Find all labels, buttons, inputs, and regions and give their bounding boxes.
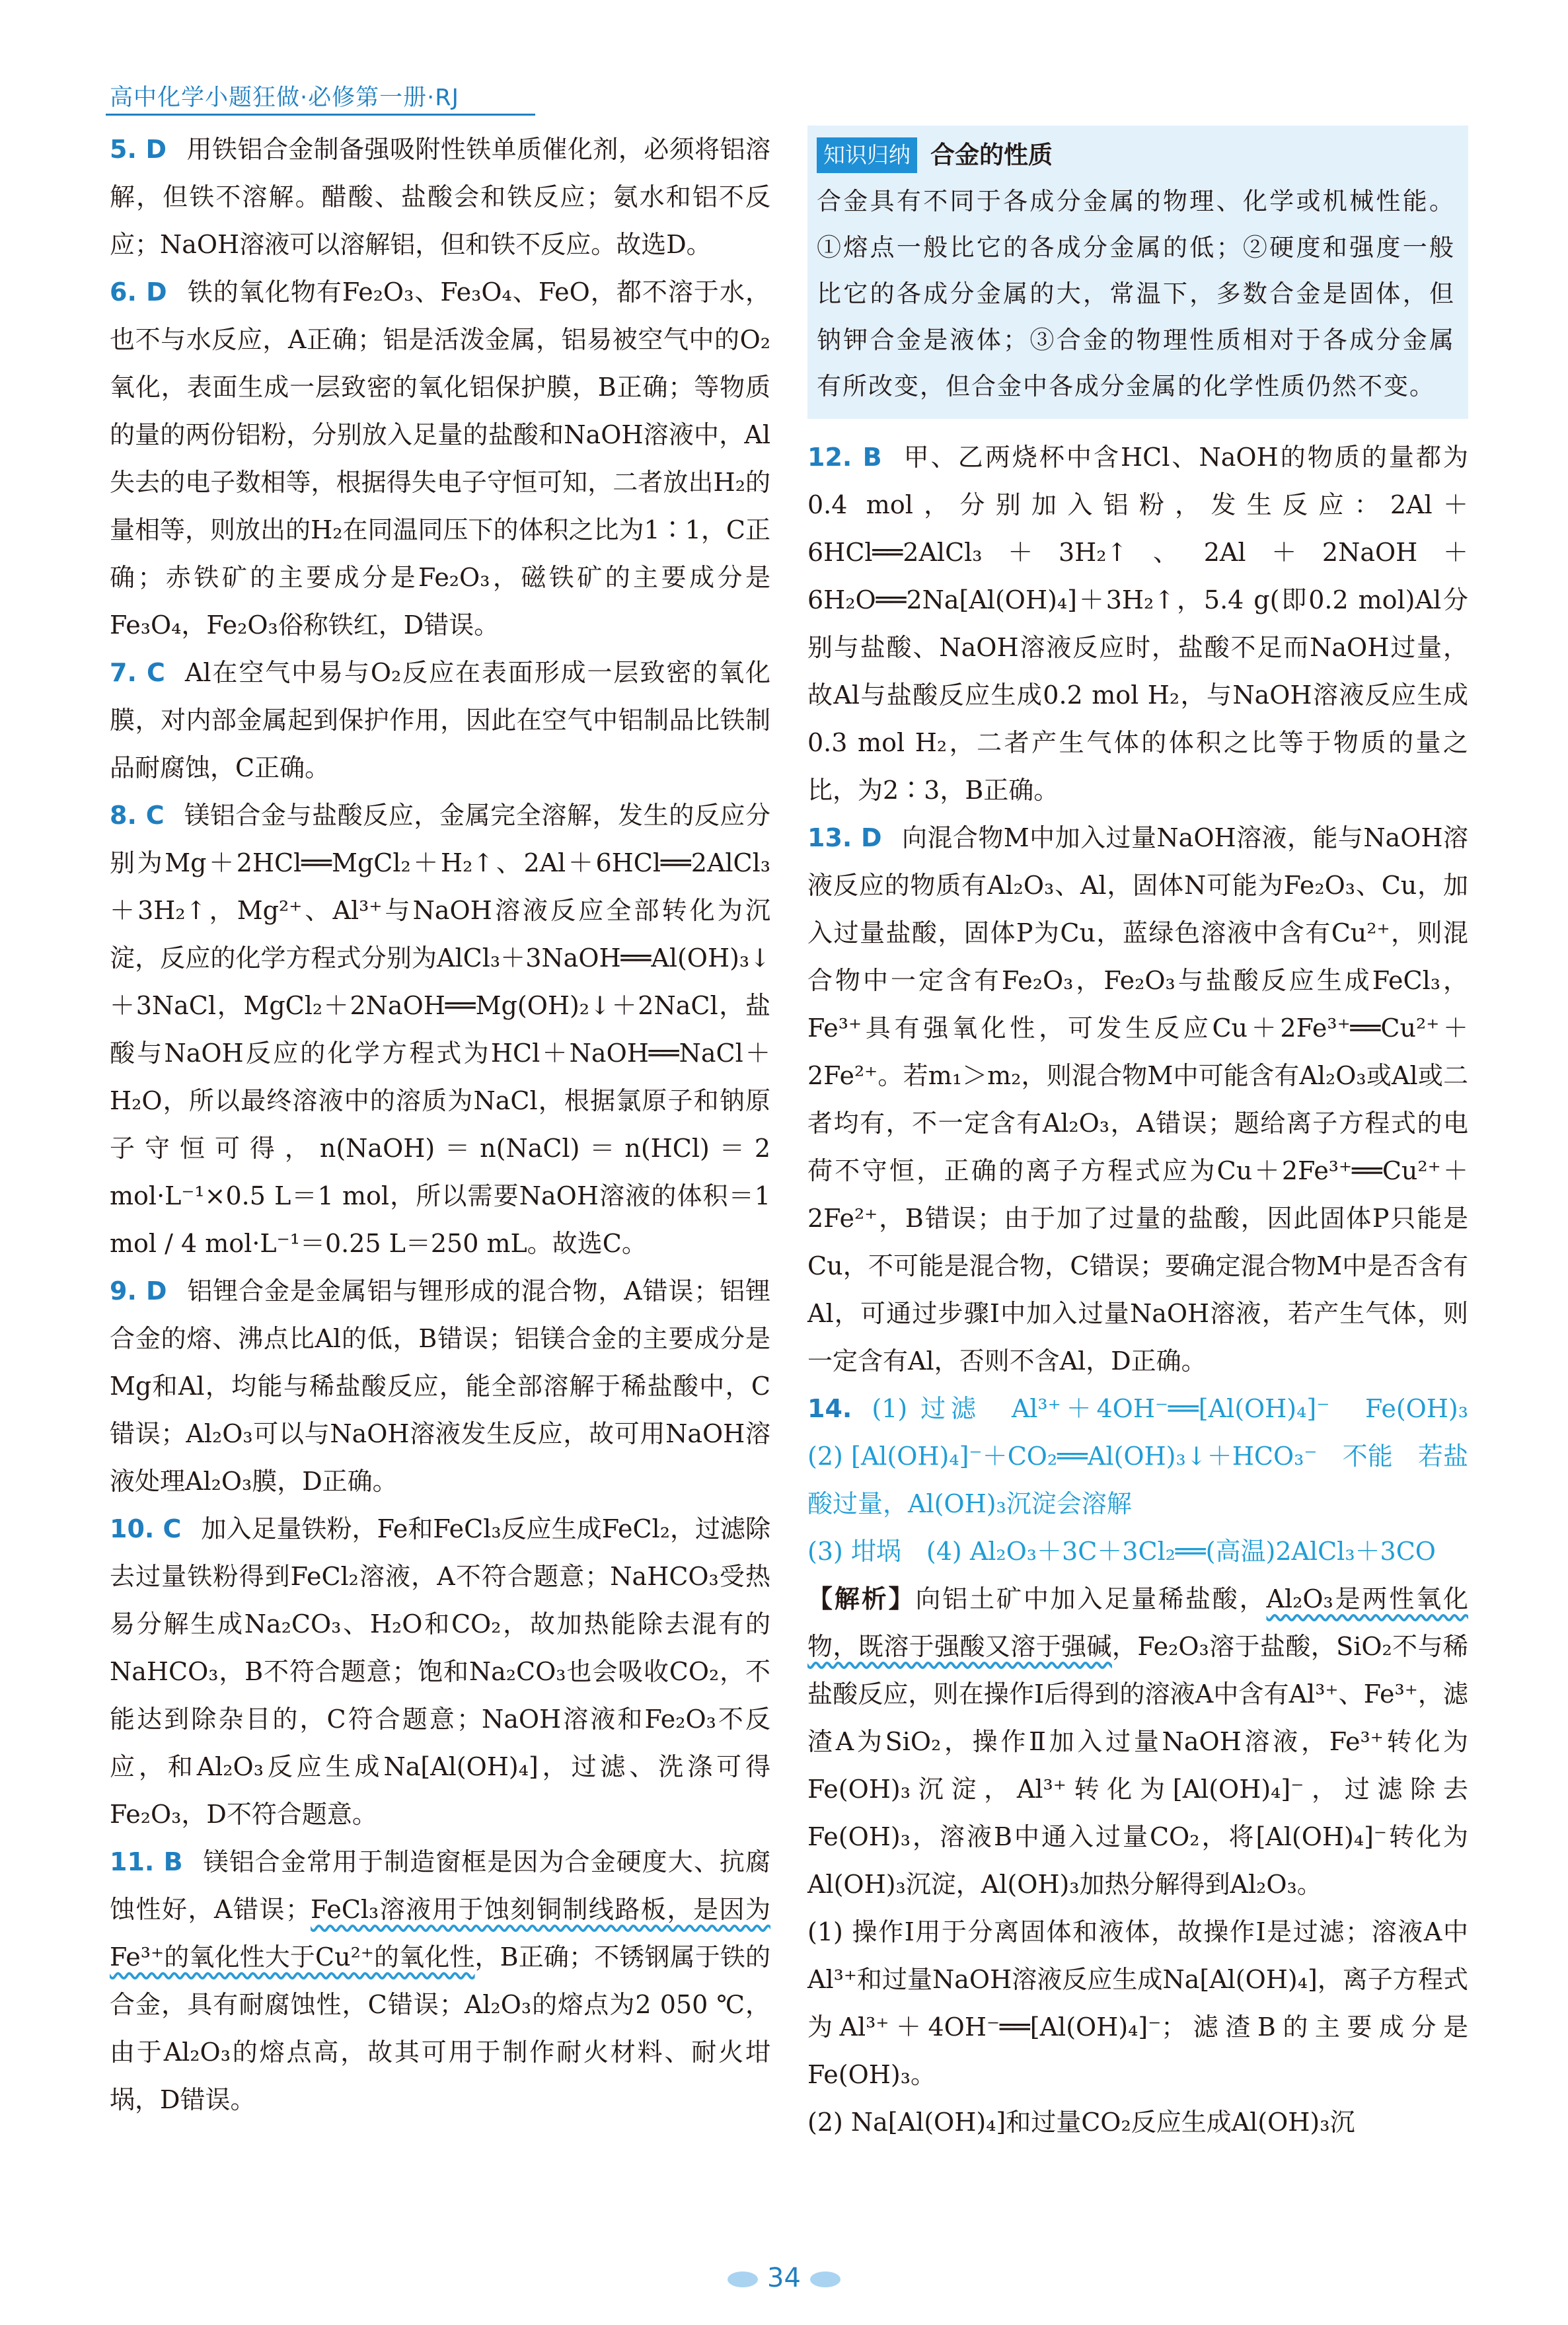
knowledge-title: 合金的性质: [930, 141, 1053, 169]
knowledge-box: [807, 126, 1468, 419]
analysis-text: (2) Na[Al(OH)₄]和过量CO₂反应生成Al(OH)₃沉: [807, 2108, 1355, 2137]
answer-11: [110, 1838, 770, 2123]
left-ornament-icon: [728, 2271, 758, 2287]
analysis-part-2: [807, 2098, 1468, 2146]
knowledge-tag: 知识归纳: [817, 137, 917, 173]
answer-7: [110, 649, 770, 792]
left-column: [110, 126, 770, 2123]
analysis-tag: 【解析】: [807, 1584, 916, 1613]
answer-number: 10. C: [110, 1514, 182, 1543]
answer-text: 镁铝合金与盐酸反应，金属完全溶解，发生的反应分别为Mg＋2HCl══MgCl₂＋H₂↑、2Al＋6HCl══2AlCl₃＋3H₂↑，Mg²⁺、Al³⁺与NaOH溶液反应全部转化为沉淀，反应的化学方程式分别为AlCl₃＋3NaOH══Al(OH)₃↓＋3NaCl，MgCl₂＋2NaOH══Mg(OH)₂↓＋2NaCl，盐酸与NaOH反应的化学方程式为HCl＋NaOH══NaCl＋H₂O，所以最终溶液中的溶质为NaCl，根据氯原子和钠原子守恒可得，n(NaOH)＝n(NaCl)＝n(HCl)＝2 mol·L⁻¹×0.5 L＝1 mol，所以需要NaOH溶液的体积＝1 mol / 4 mol·L⁻¹＝0.25 L＝250 mL。故选C。: [110, 801, 770, 1258]
answer-text: 加入足量铁粉，Fe和FeCl₃反应生成FeCl₂，过滤除去过量铁粉得到FeCl₂溶液，A不符合题意；NaHCO₃受热易分解生成Na₂CO₃、H₂O和CO₂，故加热能除去混有的NaHCO₃，B不符合题意；饱和Na₂CO₃也会吸收CO₂，不能达到除杂目的，C符合题意；NaOH溶液和Fe₂O₃不反应，和Al₂O₃反应生成Na[Al(OH)₄]，过滤、洗涤可得Fe₂O₃，D不符合题意。: [110, 1514, 770, 1829]
answer-number: 6. D: [110, 277, 167, 307]
answer-text: 镁铝合金常用于制造窗框是因为合金硬度大、抗腐蚀性好，A错误；: [110, 1847, 770, 1924]
answer-number: 9. D: [110, 1276, 167, 1306]
analysis-text: 向铝土矿中加入足量稀盐酸，: [915, 1584, 1267, 1613]
answer-6: [110, 268, 770, 649]
knowledge-box-header: [817, 132, 1455, 178]
answer-number: 5. D: [110, 135, 167, 164]
answer-5: [110, 126, 770, 268]
answer-14: [807, 1385, 1494, 1528]
answer-number: 7. C: [110, 658, 165, 687]
page-number: 34: [767, 2263, 801, 2293]
right-ornament-icon: [810, 2271, 840, 2287]
answer-text: ，B正确；不锈钢属于铁的合金，具有耐腐蚀性，C错误；Al₂O₃的熔点为2 050 ℃，由于Al₂O₃的熔点高，故其可用于制作耐火材料、耐火坩埚，D错误。: [110, 1942, 770, 2114]
answer-8: [110, 792, 770, 1267]
header-rule: [106, 114, 535, 116]
knowledge-text: 合金具有不同于各成分金属的物理、化学或机械性能。①熔点一般比它的各成分金属的低；②硬度和强度一般比它的各成分金属的大，常温下，多数合金是固体，但钠钾合金是液体；③合金的物理性质相对于各成分金属有所改变，但合金中各成分金属的化学性质仍然不变。: [817, 187, 1455, 400]
answer-13: [807, 814, 1468, 1385]
highlighted-text: Al₂O₃是两性氧化物，既溶于强酸又溶于强碱: [807, 1584, 1468, 1661]
answer-14-cont: [807, 1528, 1468, 1575]
answer-12: [807, 433, 1468, 814]
answer-text: 铁的氧化物有Fe₂O₃、Fe₃O₄、FeO，都不溶于水，也不与水反应，A正确；铝是活泼金属，铝易被空气中的O₂氧化，表面生成一层致密的氧化铝保护膜，B正确；等物质的量的两份铝粉，分别放入足量的盐酸和NaOH溶液中，Al失去的电子数相等，根据得失电子守恒可知，二者放出H₂的量相等，则放出的H₂在同温同压下的体积之比为1∶1，C正确；赤铁矿的主要成分是Fe₂O₃，磁铁矿的主要成分是Fe₃O₄，Fe₂O₃俗称铁红，D错误。: [110, 277, 770, 640]
answer-text: 用铁铝合金制备强吸附性铁单质催化剂，必须将铝溶解，但铁不溶解。醋酸、盐酸会和铁反应；氨水和铝不反应；NaOH溶液可以溶解铝，但和铁不反应。故选D。: [110, 135, 770, 259]
answer-number: 8. C: [110, 801, 165, 830]
answer-text: 铝锂合金是金属铝与锂形成的混合物，A错误；铝锂合金的熔、沸点比Al的低，B错误；铝镁合金的主要成分是Mg和Al，均能与稀盐酸反应，能全部溶解于稀盐酸中，C错误；Al₂O₃可以与NaOH溶液发生反应，故可用NaOH溶液处理Al₂O₃膜，D正确。: [110, 1276, 770, 1496]
running-header: 高中化学小题狂做·必修第一册·RJ: [110, 85, 459, 111]
analysis-text: ，Fe₂O₃溶于盐酸，SiO₂不与稀盐酸反应，则在操作Ⅰ后得到的溶液A中含有Al³⁺、Fe³⁺，滤渣A为SiO₂，操作Ⅱ加入过量NaOH溶液，Fe³⁺转化为Fe(OH)₃沉淀，Al³⁺转化为[Al(OH)₄]⁻，过滤除去Fe(OH)₃，溶液B中通入过量CO₂，将[Al(OH)₄]⁻转化为Al(OH)₃沉淀，Al(OH)₃加热分解得到Al₂O₃。: [807, 1632, 1468, 1899]
analysis: [807, 1575, 1468, 1908]
page-footer: [0, 2263, 1568, 2293]
answer-text: 向混合物M中加入过量NaOH溶液，能与NaOH溶液反应的物质有Al₂O₃、Al，固体N可能为Fe₂O₃、Cu，加入过量盐酸，固体P为Cu，蓝绿色溶液中含有Cu²⁺，则混合物中一定含有Fe₂O₃，Fe₂O₃与盐酸反应生成FeCl₃，Fe³⁺具有强氧化性，可发生反应Cu＋2Fe³⁺══Cu²⁺＋2Fe²⁺。若m₁＞m₂，则混合物M中可能含有Al₂O₃或Al或二者均有，不一定含有Al₂O₃，A错误；题给离子方程式的电荷不守恒，正确的离子方程式应为Cu＋2Fe³⁺══Cu²⁺＋2Fe²⁺，B错误；由于加了过量的盐酸，因此固体P只能是Cu，不可能是混合物，C错误；要确定混合物M中是否含有Al，可通过步骤Ⅰ中加入过量NaOH溶液，若产生气体，则一定含有Al，否则不含Al，D正确。: [807, 823, 1468, 1376]
answer-14-part2: (3) 坩埚 (4) Al₂O₃＋3C＋3Cl₂══(高温)2AlCl₃＋3CO: [807, 1537, 1436, 1566]
answer-text: 甲、乙两烧杯中含HCl、NaOH的物质的量都为0.4 mol，分别加入铝粉，发生反应：2Al＋6HCl══2AlCl₃＋3H₂↑、2Al＋2NaOH＋6H₂O══2Na[Al(OH)₄]＋3H₂↑，5.4 g(即0.2 mol)Al分别与盐酸、NaOH溶液反应时，盐酸不足而NaOH过量，故Al与盐酸反应生成0.2 mol H₂，与NaOH溶液反应生成0.3 mol H₂，二者产生气体的体积之比等于物质的量之比，为2∶3，B正确。: [807, 443, 1468, 805]
analysis-text: (1) 操作Ⅰ用于分离固体和液体，故操作Ⅰ是过滤；溶液A中Al³⁺和过量NaOH溶液反应生成Na[Al(OH)₄]，离子方程式为Al³⁺＋4OH⁻══[Al(OH)₄]⁻；滤渣B的主要成分是Fe(OH)₃。: [807, 1917, 1468, 2089]
answer-number: 14.: [807, 1394, 852, 1423]
answer-number: 11. B: [110, 1847, 183, 1876]
highlighted-text: FeCl₃溶液用于蚀刻铜制线路板，是因为Fe³⁺的氧化性大于Cu²⁺的氧化性: [110, 1895, 770, 1972]
answer-text: Al在空气中易与O₂反应在表面形成一层致密的氧化膜，对内部金属起到保护作用，因此在空气中铝制品比铁制品耐腐蚀，C正确。: [110, 658, 770, 782]
answer-10: [110, 1505, 770, 1838]
right-column: [807, 126, 1494, 2146]
answer-9: [110, 1267, 770, 1505]
answer-number: 12. B: [807, 443, 882, 472]
analysis-part-1: [807, 1908, 1468, 2098]
answer-number: 13. D: [807, 823, 882, 852]
answer-14-part1: (1) 过滤 Al³⁺＋4OH⁻══[Al(OH)₄]⁻ Fe(OH)₃ (2) [Al(OH)₄]⁻＋CO₂══Al(OH)₃↓＋HCO₃⁻ 不能 若盐酸过量，Al(OH)₃沉淀会溶解: [807, 1394, 1494, 1518]
